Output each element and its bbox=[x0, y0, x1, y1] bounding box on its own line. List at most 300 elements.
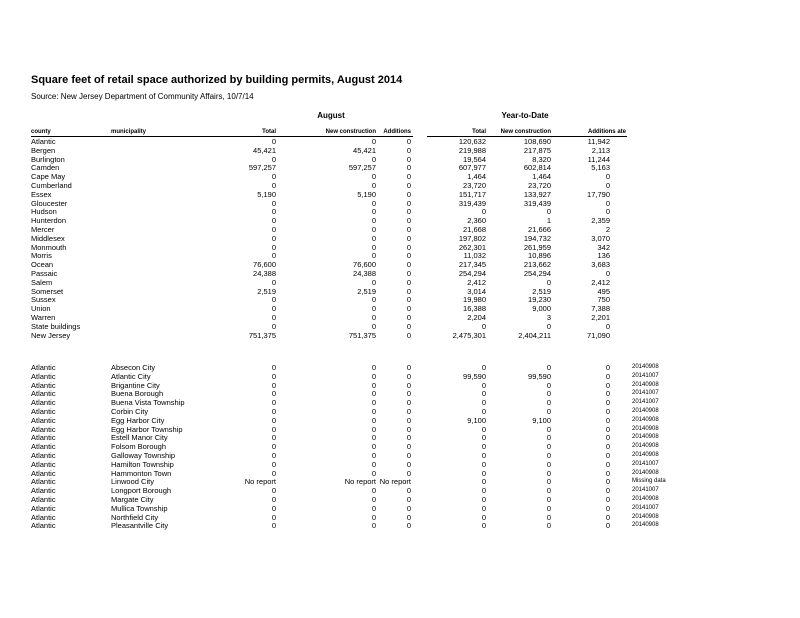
cell-county: Sussex bbox=[31, 295, 56, 305]
cell-report-date: 20141007 bbox=[632, 504, 659, 511]
cell-ytd-additions: 5,163 bbox=[591, 163, 610, 173]
header-county: county bbox=[31, 129, 51, 135]
cell-ytd-total: 0 bbox=[481, 442, 486, 452]
cell-municipality: Northfield City bbox=[111, 512, 159, 522]
cell-ytd-additions: 3,683 bbox=[591, 260, 610, 270]
cell-aug-new-construction: 0 bbox=[371, 137, 376, 146]
cell-report-date: 20140908 bbox=[632, 522, 659, 529]
table-row bbox=[0, 287, 800, 296]
cell-ytd-new-construction: 1,464 bbox=[532, 172, 551, 182]
cell-aug-total: 0 bbox=[271, 154, 276, 164]
cell-aug-total: 0 bbox=[271, 389, 276, 399]
report-title: Square feet of retail space authorized by building permits, August 2014 bbox=[31, 74, 403, 86]
cell-report-date: 20140908 bbox=[632, 408, 659, 414]
cell-ytd-new-construction: 0 bbox=[546, 459, 551, 469]
cell-aug-additions: 0 bbox=[406, 251, 411, 261]
cell-county: Atlantic bbox=[31, 468, 56, 478]
cell-ytd-total: 0 bbox=[481, 468, 486, 478]
cell-county: Hudson bbox=[31, 207, 57, 217]
cell-aug-total: 45,421 bbox=[253, 145, 276, 155]
cell-aug-total: 0 bbox=[271, 503, 276, 513]
cell-ytd-additions: 0 bbox=[605, 415, 610, 425]
cell-aug-additions: 0 bbox=[406, 521, 411, 531]
cell-ytd-new-construction: 9,100 bbox=[532, 415, 551, 425]
cell-aug-total: 0 bbox=[271, 398, 276, 408]
cell-county: Atlantic bbox=[31, 415, 56, 425]
cell-municipality: Atlantic City bbox=[111, 371, 151, 381]
cell-aug-new-construction: 0 bbox=[371, 321, 376, 331]
cell-aug-new-construction: 0 bbox=[371, 172, 376, 182]
cell-ytd-new-construction: 261,959 bbox=[523, 242, 551, 252]
cell-aug-new-construction: 0 bbox=[371, 251, 376, 261]
cell-aug-total: 0 bbox=[271, 424, 276, 434]
cell-report-date: 20140908 bbox=[632, 513, 659, 520]
cell-ytd-new-construction: 0 bbox=[546, 468, 551, 478]
cell-ytd-additions: 0 bbox=[605, 477, 610, 487]
cell-report-date: 20140908 bbox=[632, 425, 659, 432]
cell-county: Hunterdon bbox=[31, 216, 67, 226]
cell-ytd-total: 0 bbox=[481, 477, 486, 487]
cell-ytd-additions: 495 bbox=[597, 286, 610, 296]
cell-aug-total: 597,257 bbox=[248, 163, 276, 173]
cell-county: Atlantic bbox=[31, 424, 56, 434]
cell-aug-additions: 0 bbox=[406, 216, 411, 226]
cell-county: Gloucester bbox=[31, 198, 68, 208]
cell-county: Union bbox=[31, 304, 51, 314]
cell-ytd-new-construction: 0 bbox=[546, 433, 551, 443]
cell-aug-additions: 0 bbox=[406, 198, 411, 208]
header-ytd-new-construction: New construction bbox=[500, 129, 551, 135]
header-municipality: municipality bbox=[111, 129, 147, 135]
cell-aug-total: 0 bbox=[271, 181, 276, 190]
cell-county: Bergen bbox=[31, 145, 56, 155]
cell-aug-total: 0 bbox=[271, 313, 276, 322]
header-aug-total: Total bbox=[262, 129, 276, 135]
cell-aug-new-construction: 0 bbox=[371, 207, 376, 217]
cell-ytd-additions: 0 bbox=[605, 486, 610, 496]
cell-aug-new-construction: 0 bbox=[371, 521, 376, 531]
cell-ytd-total: 16,388 bbox=[463, 304, 486, 314]
cell-ytd-additions: 2,359 bbox=[591, 216, 610, 226]
cell-aug-new-construction: 597,257 bbox=[348, 163, 376, 173]
cell-report-date: 20140908 bbox=[632, 434, 659, 441]
table-row bbox=[0, 234, 800, 243]
cell-county: Ocean bbox=[31, 260, 54, 270]
table-row bbox=[0, 313, 800, 322]
cell-ytd-total: 19,564 bbox=[463, 154, 486, 164]
cell-aug-new-construction: 0 bbox=[371, 295, 376, 305]
cell-municipality: Estell Manor City bbox=[111, 433, 168, 443]
report-source: Source: New Jersey Department of Community Affairs, 10/7/14 bbox=[31, 92, 254, 101]
cell-municipality: Buena Borough bbox=[111, 389, 164, 399]
cell-aug-additions: 0 bbox=[406, 181, 411, 190]
cell-ytd-new-construction: 1 bbox=[546, 216, 551, 226]
cell-ytd-new-construction: 0 bbox=[546, 442, 551, 452]
cell-county: Atlantic bbox=[31, 521, 56, 531]
table-row bbox=[0, 513, 800, 522]
table-row bbox=[0, 331, 800, 340]
cell-municipality: Egg Harbor Township bbox=[111, 424, 183, 434]
cell-aug-new-construction: 0 bbox=[371, 198, 376, 208]
cell-ytd-new-construction: 10,896 bbox=[528, 251, 551, 261]
cell-municipality: Mullica Township bbox=[111, 503, 168, 513]
cell-aug-total: 0 bbox=[271, 363, 276, 372]
cell-ytd-new-construction: 217,875 bbox=[523, 145, 551, 155]
cell-report-date: 20140908 bbox=[632, 416, 659, 423]
cell-aug-additions: No report bbox=[379, 477, 411, 487]
table-row bbox=[0, 163, 800, 172]
cell-ytd-additions: 136 bbox=[597, 251, 610, 261]
table-row bbox=[0, 225, 800, 234]
cell-aug-total: 0 bbox=[271, 172, 276, 182]
cell-ytd-total: 120,632 bbox=[458, 137, 486, 146]
cell-aug-total: 2,519 bbox=[257, 286, 276, 296]
table-row bbox=[0, 278, 800, 287]
cell-ytd-additions: 7,388 bbox=[591, 304, 610, 314]
table-row bbox=[0, 363, 800, 372]
cell-county: Atlantic bbox=[31, 380, 56, 390]
cell-aug-additions: 0 bbox=[406, 242, 411, 252]
table-row bbox=[0, 372, 800, 381]
cell-report-date: Missing data bbox=[632, 478, 666, 485]
cell-aug-total: 0 bbox=[271, 433, 276, 443]
cell-ytd-new-construction: 23,720 bbox=[528, 181, 551, 190]
cell-county: Monmouth bbox=[31, 242, 67, 252]
cell-aug-total: 0 bbox=[271, 407, 276, 416]
cell-aug-additions: 0 bbox=[406, 433, 411, 443]
cell-ytd-total: 9,100 bbox=[467, 415, 486, 425]
cell-county: Atlantic bbox=[31, 503, 56, 513]
cell-ytd-additions: 2,113 bbox=[591, 145, 610, 155]
cell-ytd-total: 0 bbox=[481, 407, 486, 416]
cell-aug-additions: 0 bbox=[406, 330, 411, 340]
cell-ytd-total: 11,032 bbox=[463, 251, 486, 261]
cell-ytd-additions: 0 bbox=[605, 451, 610, 460]
cell-ytd-new-construction: 0 bbox=[546, 495, 551, 504]
cell-ytd-new-construction: 21,666 bbox=[528, 225, 551, 234]
cell-aug-new-construction: 0 bbox=[371, 233, 376, 243]
cell-aug-new-construction: 0 bbox=[371, 451, 376, 460]
cell-report-date: 20140908 bbox=[632, 381, 659, 388]
cell-ytd-new-construction: 0 bbox=[546, 363, 551, 372]
group-header-ytd: Year-to-Date bbox=[501, 111, 549, 120]
cell-aug-additions: 0 bbox=[406, 154, 411, 164]
cell-municipality: Folsom Borough bbox=[111, 442, 167, 452]
cell-aug-new-construction: 0 bbox=[371, 371, 376, 381]
cell-ytd-total: 0 bbox=[481, 521, 486, 531]
table-row bbox=[0, 451, 800, 460]
cell-aug-total: 0 bbox=[271, 512, 276, 522]
cell-ytd-total: 99,590 bbox=[463, 371, 486, 381]
cell-aug-total: 0 bbox=[271, 242, 276, 252]
cell-ytd-new-construction: 319,439 bbox=[523, 198, 551, 208]
cell-ytd-additions: 71,090 bbox=[587, 330, 610, 340]
cell-aug-additions: 0 bbox=[406, 260, 411, 270]
cell-aug-additions: 0 bbox=[406, 371, 411, 381]
cell-ytd-total: 219,988 bbox=[458, 145, 486, 155]
cell-ytd-additions: 0 bbox=[605, 198, 610, 208]
cell-aug-new-construction: 0 bbox=[371, 154, 376, 164]
cell-ytd-total: 0 bbox=[481, 321, 486, 331]
cell-report-date: 20141007 bbox=[632, 460, 659, 467]
cell-ytd-new-construction: 213,662 bbox=[523, 260, 551, 270]
cell-aug-total: 0 bbox=[271, 295, 276, 305]
cell-aug-total: 0 bbox=[271, 198, 276, 208]
cell-county: Atlantic bbox=[31, 389, 56, 399]
cell-aug-total: 0 bbox=[271, 216, 276, 226]
cell-aug-new-construction: 0 bbox=[371, 181, 376, 190]
cell-aug-additions: 0 bbox=[406, 451, 411, 460]
cell-county: Middlesex bbox=[31, 233, 65, 243]
cell-county: Atlantic bbox=[31, 459, 56, 469]
cell-aug-total: No report bbox=[244, 477, 276, 487]
cell-ytd-new-construction: 194,732 bbox=[523, 233, 551, 243]
cell-ytd-total: 0 bbox=[481, 495, 486, 504]
cell-aug-new-construction: 751,375 bbox=[348, 330, 376, 340]
cell-ytd-additions: 0 bbox=[605, 389, 610, 399]
cell-aug-additions: 0 bbox=[406, 163, 411, 173]
table-row bbox=[0, 155, 800, 164]
cell-aug-additions: 0 bbox=[406, 189, 411, 199]
cell-aug-total: 0 bbox=[271, 251, 276, 261]
table-row bbox=[0, 389, 800, 398]
cell-aug-additions: 0 bbox=[406, 207, 411, 217]
table-row bbox=[0, 304, 800, 313]
table-row bbox=[0, 243, 800, 252]
cell-aug-total: 0 bbox=[271, 415, 276, 425]
cell-county: Atlantic bbox=[31, 137, 56, 146]
cell-county: Atlantic bbox=[31, 486, 56, 496]
cell-aug-additions: 0 bbox=[406, 380, 411, 390]
cell-aug-total: 0 bbox=[271, 442, 276, 452]
cell-ytd-new-construction: 0 bbox=[546, 512, 551, 522]
cell-ytd-total: 607,977 bbox=[458, 163, 486, 173]
cell-report-date: 20140908 bbox=[632, 443, 659, 450]
cell-aug-new-construction: No report bbox=[344, 477, 376, 487]
cell-ytd-additions: 2,201 bbox=[591, 313, 610, 322]
cell-ytd-total: 0 bbox=[481, 363, 486, 372]
cell-aug-new-construction: 0 bbox=[371, 512, 376, 522]
table-row bbox=[0, 486, 800, 495]
table-row bbox=[0, 469, 800, 478]
cell-report-date: 20141007 bbox=[632, 390, 659, 397]
cell-ytd-total: 0 bbox=[481, 459, 486, 469]
cell-ytd-additions: 0 bbox=[605, 459, 610, 469]
cell-county: Atlantic bbox=[31, 407, 56, 416]
cell-county: Essex bbox=[31, 189, 52, 199]
cell-aug-total: 0 bbox=[271, 459, 276, 469]
cell-county: Atlantic bbox=[31, 477, 56, 487]
cell-aug-additions: 0 bbox=[406, 468, 411, 478]
cell-ytd-additions: 2,412 bbox=[591, 277, 610, 287]
cell-aug-new-construction: 0 bbox=[371, 424, 376, 434]
table-row bbox=[0, 137, 800, 146]
cell-ytd-new-construction: 0 bbox=[546, 389, 551, 399]
cell-aug-additions: 0 bbox=[406, 172, 411, 182]
cell-aug-new-construction: 0 bbox=[371, 433, 376, 443]
cell-ytd-new-construction: 602,814 bbox=[523, 163, 551, 173]
cell-aug-total: 0 bbox=[271, 371, 276, 381]
cell-ytd-additions: 0 bbox=[605, 433, 610, 443]
cell-ytd-new-construction: 9,000 bbox=[532, 304, 551, 314]
header-aug-new-construction: New construction bbox=[325, 129, 376, 135]
cell-ytd-new-construction: 0 bbox=[546, 451, 551, 460]
table-row bbox=[0, 407, 800, 416]
cell-aug-additions: 0 bbox=[406, 313, 411, 322]
cell-municipality: Hammonton Town bbox=[111, 468, 172, 478]
cell-municipality: Absecon City bbox=[111, 363, 156, 372]
cell-ytd-new-construction: 0 bbox=[546, 521, 551, 531]
cell-aug-total: 0 bbox=[271, 277, 276, 287]
cell-aug-new-construction: 0 bbox=[371, 363, 376, 372]
cell-ytd-additions: 750 bbox=[597, 295, 610, 305]
cell-report-date: 20141007 bbox=[632, 372, 659, 379]
cell-aug-new-construction: 0 bbox=[371, 398, 376, 408]
cell-municipality: Longport Borough bbox=[111, 486, 172, 496]
cell-county: Atlantic bbox=[31, 371, 56, 381]
cell-municipality: Linwood City bbox=[111, 477, 154, 487]
cell-county: Atlantic bbox=[31, 398, 56, 408]
header-ytd-additions: Additions ate bbox=[587, 129, 626, 135]
cell-ytd-total: 2,475,301 bbox=[452, 330, 486, 340]
cell-ytd-total: 0 bbox=[481, 433, 486, 443]
cell-aug-total: 0 bbox=[271, 468, 276, 478]
cell-county: Atlantic bbox=[31, 363, 56, 372]
cell-municipality: Egg Harbor City bbox=[111, 415, 165, 425]
cell-aug-new-construction: 0 bbox=[371, 407, 376, 416]
cell-aug-new-construction: 0 bbox=[371, 216, 376, 226]
cell-aug-total: 24,388 bbox=[253, 269, 276, 278]
cell-ytd-additions: 0 bbox=[605, 495, 610, 504]
cell-ytd-additions: 17,790 bbox=[587, 189, 610, 199]
cell-aug-additions: 0 bbox=[406, 269, 411, 278]
cell-report-date: 20140908 bbox=[632, 469, 659, 476]
table-row bbox=[0, 425, 800, 434]
cell-aug-total: 0 bbox=[271, 486, 276, 496]
cell-ytd-new-construction: 99,590 bbox=[528, 371, 551, 381]
cell-ytd-new-construction: 0 bbox=[546, 407, 551, 416]
cell-aug-additions: 0 bbox=[406, 407, 411, 416]
table-row bbox=[0, 269, 800, 278]
cell-aug-new-construction: 0 bbox=[371, 415, 376, 425]
cell-ytd-new-construction: 2,519 bbox=[532, 286, 551, 296]
cell-ytd-new-construction: 0 bbox=[546, 321, 551, 331]
cell-aug-total: 0 bbox=[271, 451, 276, 460]
cell-ytd-additions: 11,942 bbox=[587, 137, 610, 146]
cell-ytd-additions: 0 bbox=[605, 269, 610, 278]
cell-aug-additions: 0 bbox=[406, 304, 411, 314]
cell-ytd-total: 0 bbox=[481, 486, 486, 496]
table-row bbox=[0, 433, 800, 442]
cell-aug-total: 0 bbox=[271, 233, 276, 243]
cell-ytd-total: 217,345 bbox=[458, 260, 486, 270]
table-row bbox=[0, 460, 800, 469]
cell-aug-additions: 0 bbox=[406, 363, 411, 372]
cell-report-date: 20140908 bbox=[632, 452, 659, 458]
cell-ytd-total: 151,717 bbox=[458, 189, 486, 199]
cell-aug-total: 0 bbox=[271, 321, 276, 331]
cell-ytd-total: 23,720 bbox=[463, 181, 486, 190]
cell-county: Camden bbox=[31, 163, 60, 173]
cell-ytd-new-construction: 108,690 bbox=[523, 137, 551, 146]
cell-ytd-new-construction: 0 bbox=[546, 277, 551, 287]
cell-county: Cape May bbox=[31, 172, 66, 182]
cell-ytd-total: 0 bbox=[481, 503, 486, 513]
cell-ytd-additions: 0 bbox=[605, 172, 610, 182]
table-row bbox=[0, 251, 800, 260]
cell-ytd-additions: 11,244 bbox=[587, 154, 610, 164]
cell-county: Atlantic bbox=[31, 433, 56, 443]
cell-ytd-total: 262,301 bbox=[458, 242, 486, 252]
table-row bbox=[0, 442, 800, 451]
cell-report-date: 20141007 bbox=[632, 487, 659, 494]
cell-ytd-total: 2,412 bbox=[467, 277, 486, 287]
cell-aug-additions: 0 bbox=[406, 486, 411, 496]
cell-county: Mercer bbox=[31, 225, 55, 234]
cell-ytd-additions: 0 bbox=[605, 181, 610, 190]
cell-aug-total: 0 bbox=[271, 521, 276, 531]
table-row bbox=[0, 172, 800, 181]
cell-aug-additions: 0 bbox=[406, 503, 411, 513]
cell-county: Atlantic bbox=[31, 512, 56, 522]
cell-ytd-total: 2,204 bbox=[467, 313, 486, 322]
cell-ytd-additions: 0 bbox=[605, 207, 610, 217]
cell-ytd-additions: 0 bbox=[605, 398, 610, 408]
cell-ytd-total: 0 bbox=[481, 451, 486, 460]
cell-ytd-additions: 0 bbox=[605, 371, 610, 381]
cell-aug-additions: 0 bbox=[406, 286, 411, 296]
table-row bbox=[0, 398, 800, 407]
cell-aug-total: 0 bbox=[271, 304, 276, 314]
cell-county: Atlantic bbox=[31, 442, 56, 452]
cell-ytd-total: 0 bbox=[481, 424, 486, 434]
cell-aug-new-construction: 0 bbox=[371, 277, 376, 287]
cell-county: Somerset bbox=[31, 286, 64, 296]
cell-ytd-additions: 2 bbox=[605, 225, 610, 234]
cell-municipality: Brigantine City bbox=[111, 380, 160, 390]
cell-ytd-new-construction: 254,294 bbox=[523, 269, 551, 278]
cell-ytd-new-construction: 0 bbox=[546, 486, 551, 496]
header-ytd-total: Total bbox=[472, 129, 486, 135]
cell-aug-additions: 0 bbox=[406, 233, 411, 243]
cell-ytd-total: 19,980 bbox=[463, 295, 486, 305]
cell-ytd-total: 254,294 bbox=[458, 269, 486, 278]
cell-aug-total: 751,375 bbox=[248, 330, 276, 340]
cell-municipality: Corbin City bbox=[111, 407, 149, 416]
cell-municipality: Margate City bbox=[111, 495, 154, 504]
cell-aug-additions: 0 bbox=[406, 424, 411, 434]
cell-aug-total: 0 bbox=[271, 207, 276, 217]
cell-ytd-total: 3,014 bbox=[467, 286, 486, 296]
cell-ytd-new-construction: 0 bbox=[546, 380, 551, 390]
cell-ytd-additions: 0 bbox=[605, 380, 610, 390]
cell-aug-new-construction: 0 bbox=[371, 242, 376, 252]
table-row bbox=[0, 416, 800, 425]
cell-ytd-new-construction: 19,230 bbox=[528, 295, 551, 305]
cell-municipality: Pleasantville City bbox=[111, 521, 169, 531]
table-row bbox=[0, 260, 800, 269]
cell-ytd-new-construction: 0 bbox=[546, 424, 551, 434]
cell-aug-additions: 0 bbox=[406, 442, 411, 452]
cell-ytd-new-construction: 2,404,211 bbox=[518, 330, 551, 340]
cell-report-date: 20141007 bbox=[632, 399, 659, 406]
cell-aug-new-construction: 5,190 bbox=[357, 189, 376, 199]
cell-aug-additions: 0 bbox=[406, 137, 411, 146]
cell-aug-new-construction: 0 bbox=[371, 313, 376, 322]
cell-aug-new-construction: 0 bbox=[371, 380, 376, 390]
cell-aug-new-construction: 0 bbox=[371, 225, 376, 234]
cell-aug-additions: 0 bbox=[406, 495, 411, 504]
